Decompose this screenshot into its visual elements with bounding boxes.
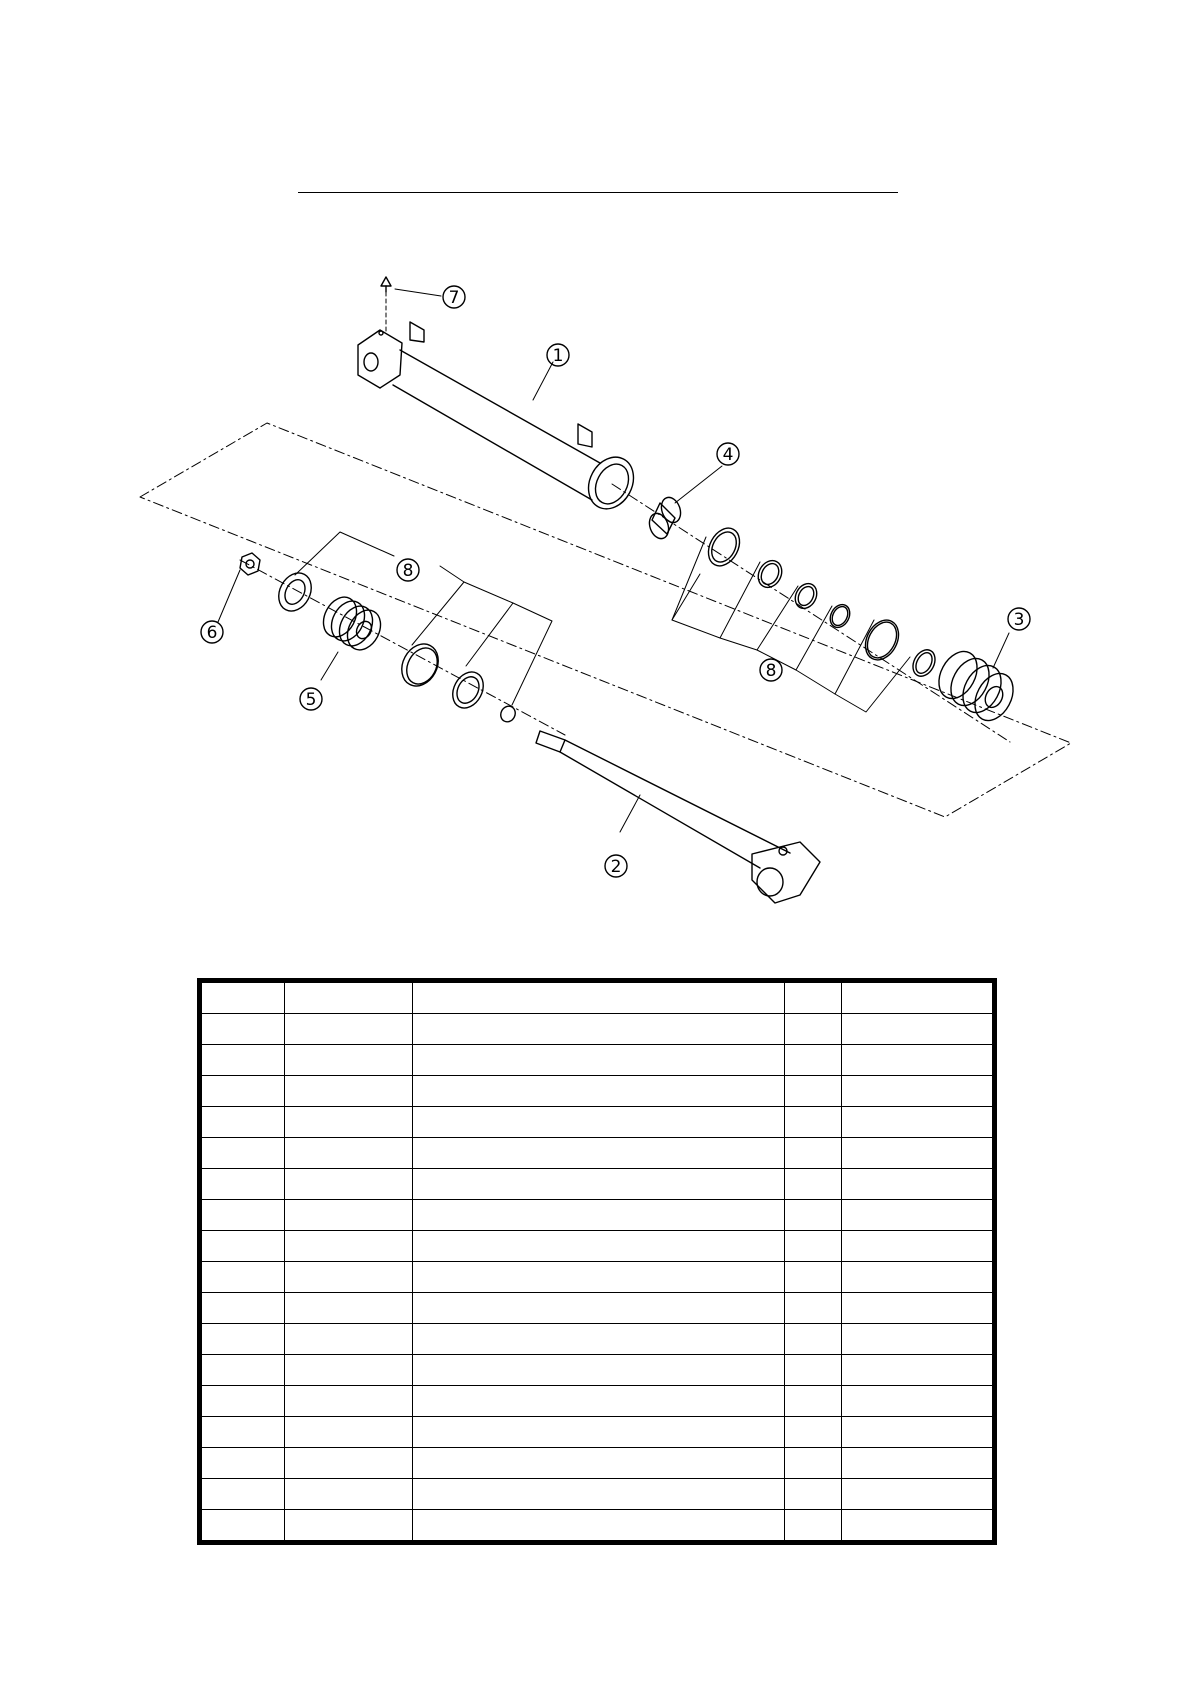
table-cell xyxy=(200,1417,285,1448)
table-cell xyxy=(785,1417,842,1448)
table-cell xyxy=(842,1386,995,1417)
header-cell xyxy=(842,981,995,1014)
grease-fitting xyxy=(381,277,391,292)
table-cell xyxy=(785,1014,842,1045)
table-cell xyxy=(285,1510,413,1543)
table-cell xyxy=(842,1200,995,1231)
table-cell xyxy=(842,1417,995,1448)
table-cell xyxy=(842,1076,995,1107)
table-cell xyxy=(842,1262,995,1293)
table-row xyxy=(200,1138,995,1169)
table-row xyxy=(200,1262,995,1293)
cylinder-barrel xyxy=(358,322,642,517)
callout-7 xyxy=(443,286,465,308)
table-cell xyxy=(842,1107,995,1138)
callout-2-label: 2 xyxy=(610,857,622,877)
parts-list-table xyxy=(197,978,997,1545)
table-cell xyxy=(785,1510,842,1543)
table-cell xyxy=(200,1200,285,1231)
table-cell xyxy=(285,1107,413,1138)
callout-5-label: 5 xyxy=(305,690,317,710)
table-cell xyxy=(842,1138,995,1169)
header-cell xyxy=(785,981,842,1014)
table-cell xyxy=(200,1324,285,1355)
table-cell xyxy=(413,1076,785,1107)
table-cell xyxy=(785,1076,842,1107)
piston-rod xyxy=(536,731,820,903)
table-cell xyxy=(785,1324,842,1355)
table-cell xyxy=(413,1231,785,1262)
table-cell xyxy=(413,1014,785,1045)
table-cell xyxy=(285,1448,413,1479)
callout-4-label: 4 xyxy=(722,445,734,465)
callout-5 xyxy=(300,688,322,710)
table-row xyxy=(200,1200,995,1231)
table-cell xyxy=(200,1045,285,1076)
table-cell xyxy=(413,1510,785,1543)
table-cell xyxy=(285,1293,413,1324)
table-cell xyxy=(413,1324,785,1355)
table-cell xyxy=(413,1355,785,1386)
table-cell xyxy=(285,1262,413,1293)
table-row xyxy=(200,1045,995,1076)
table-cell xyxy=(285,1200,413,1231)
table-row xyxy=(200,1169,995,1200)
table-cell xyxy=(785,1169,842,1200)
table-cell xyxy=(413,1417,785,1448)
table-cell xyxy=(285,1076,413,1107)
table-cell xyxy=(285,1231,413,1262)
callout-3 xyxy=(1008,608,1030,630)
table-row xyxy=(200,1386,995,1417)
callout-6-label: 6 xyxy=(206,623,218,643)
table-cell xyxy=(285,1138,413,1169)
table-cell xyxy=(785,1262,842,1293)
callout-7-label: 7 xyxy=(448,288,460,308)
table-row xyxy=(200,1324,995,1355)
table-cell xyxy=(285,1355,413,1386)
table-row xyxy=(200,1417,995,1448)
table-cell xyxy=(285,1014,413,1045)
table-cell xyxy=(842,1510,995,1543)
callout-8a xyxy=(397,559,419,581)
table-cell xyxy=(785,1200,842,1231)
table-cell xyxy=(413,1169,785,1200)
seal-rings-right xyxy=(702,523,939,680)
table-cell xyxy=(413,1448,785,1479)
piston xyxy=(317,591,387,655)
callout-1-label: 1 xyxy=(552,346,564,366)
table-row xyxy=(200,1076,995,1107)
table-cell xyxy=(285,1045,413,1076)
table-header-row xyxy=(200,981,995,1014)
table-cell xyxy=(785,1479,842,1510)
table-cell xyxy=(785,1293,842,1324)
table-cell xyxy=(785,1107,842,1138)
table-cell xyxy=(413,1262,785,1293)
callout-6 xyxy=(201,621,223,643)
table-cell xyxy=(200,1386,285,1417)
table-cell xyxy=(413,1200,785,1231)
table-row xyxy=(200,1448,995,1479)
table-cell xyxy=(413,1138,785,1169)
table-cell xyxy=(842,1045,995,1076)
bushing xyxy=(646,495,684,542)
table-cell xyxy=(285,1169,413,1200)
table-cell xyxy=(413,1479,785,1510)
callout-3-label: 3 xyxy=(1013,610,1025,630)
table-cell xyxy=(785,1045,842,1076)
table-cell xyxy=(785,1355,842,1386)
table-cell xyxy=(200,1014,285,1045)
table-cell xyxy=(200,1231,285,1262)
table-cell xyxy=(842,1479,995,1510)
table-cell xyxy=(842,1231,995,1262)
table-row xyxy=(200,1293,995,1324)
lock-nut xyxy=(240,553,260,575)
callout-8b-label: 8 xyxy=(765,661,777,681)
callout-2 xyxy=(605,855,627,877)
table-cell xyxy=(200,1262,285,1293)
table-cell xyxy=(842,1448,995,1479)
table-cell xyxy=(285,1417,413,1448)
callout-8b xyxy=(760,659,782,681)
table-row xyxy=(200,1014,995,1045)
table-cell xyxy=(785,1386,842,1417)
parts-table-body xyxy=(200,1014,995,1543)
table-cell xyxy=(413,1386,785,1417)
table-cell xyxy=(785,1448,842,1479)
table-row xyxy=(200,1231,995,1262)
table-row xyxy=(200,1355,995,1386)
table-cell xyxy=(200,1169,285,1200)
table-cell xyxy=(285,1324,413,1355)
table-cell xyxy=(413,1107,785,1138)
header-cell xyxy=(413,981,785,1014)
table-row xyxy=(200,1107,995,1138)
table-cell xyxy=(785,1138,842,1169)
table-cell xyxy=(285,1386,413,1417)
callout-1 xyxy=(547,344,569,366)
table-cell xyxy=(842,1169,995,1200)
callout-4 xyxy=(717,443,739,465)
table-cell xyxy=(842,1014,995,1045)
table-cell xyxy=(200,1138,285,1169)
assembly-boundary xyxy=(140,423,1071,817)
table-cell xyxy=(200,1076,285,1107)
table-row xyxy=(200,1510,995,1543)
table-cell xyxy=(842,1324,995,1355)
table-cell xyxy=(413,1045,785,1076)
table-cell xyxy=(842,1355,995,1386)
table-cell xyxy=(200,1355,285,1386)
table-cell xyxy=(200,1448,285,1479)
table-cell xyxy=(200,1293,285,1324)
table-cell xyxy=(200,1510,285,1543)
table-cell xyxy=(200,1107,285,1138)
table-cell xyxy=(413,1293,785,1324)
table-row xyxy=(200,1479,995,1510)
header-cell xyxy=(285,981,413,1014)
callout-8a-label: 8 xyxy=(402,561,414,581)
table-cell xyxy=(785,1231,842,1262)
table-cell xyxy=(200,1479,285,1510)
gland xyxy=(931,645,1020,727)
table-cell xyxy=(285,1479,413,1510)
header-cell xyxy=(200,981,285,1014)
table-cell xyxy=(842,1293,995,1324)
